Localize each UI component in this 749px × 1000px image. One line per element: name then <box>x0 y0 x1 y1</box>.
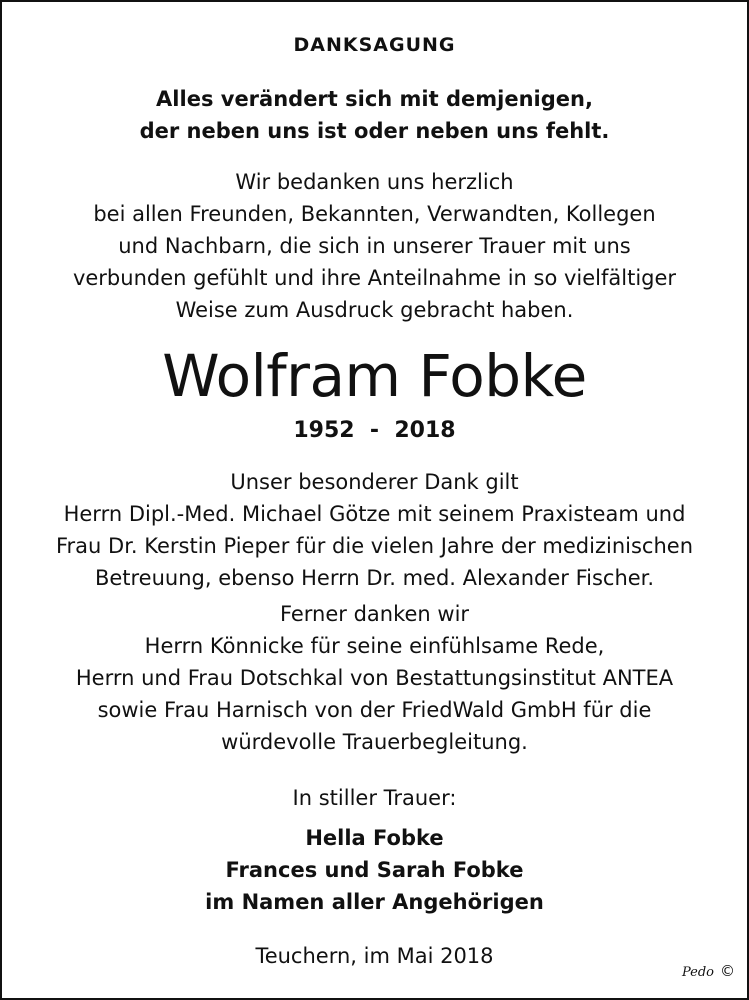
motto-line: Alles verändert sich mit demjenigen, <box>156 87 593 111</box>
designer-credit <box>682 962 735 980</box>
further-thanks-line: Herrn Könnicke für seine einfühlsame Rede, <box>144 634 605 658</box>
deceased-years: 1952 - 2018 <box>293 418 456 443</box>
thanks-line: verbunden gefühlt und ihre Anteilnahme in so vielfältiger <box>72 266 677 290</box>
further-thanks-line: sowie Frau Harnisch von der FriedWald GmbH für die <box>97 698 652 722</box>
special-thanks-line: Unser besonderer Dank gilt <box>230 470 519 494</box>
deceased-name: Wolfram Fobke <box>162 342 587 410</box>
further-thanks-line: würdevolle Trauerbegleitung. <box>221 730 528 754</box>
mourning-intro: In stiller Trauer: <box>292 786 457 810</box>
signature-line: Hella Fobke <box>305 826 444 850</box>
special-thanks-line: Frau Dr. Kerstin Pieper für die vielen Jahre der medizinischen <box>55 534 693 558</box>
thanks-line: bei allen Freunden, Bekannten, Verwandten, Kollegen <box>93 202 656 226</box>
place-date: Teuchern, im Mai 2018 <box>255 944 494 968</box>
thanks-line: und Nachbarn, die sich in unserer Trauer mit uns <box>118 234 631 258</box>
designer-signature: Pedo <box>681 965 714 980</box>
further-thanks-line: Ferner danken wir <box>279 602 470 626</box>
notice-heading: DANKSAGUNG <box>293 34 456 56</box>
motto-line: der neben uns ist oder neben uns fehlt. <box>139 119 610 143</box>
thanks-line: Wir bedanken uns herzlich <box>235 170 514 194</box>
signature-line: im Namen aller Angehörigen <box>205 890 544 914</box>
copyright-icon: © <box>720 962 735 980</box>
special-thanks-line: Betreuung, ebenso Herrn Dr. med. Alexander Fischer. <box>94 566 655 590</box>
further-thanks-line: Herrn und Frau Dotschkal von Bestattungsinstitut ANTEA <box>75 666 674 690</box>
signature-line: Frances und Sarah Fobke <box>225 858 524 882</box>
special-thanks-line: Herrn Dipl.-Med. Michael Götze mit seinem Praxisteam und <box>63 502 686 526</box>
thanks-line: Weise zum Ausdruck gebracht haben. <box>175 298 574 322</box>
